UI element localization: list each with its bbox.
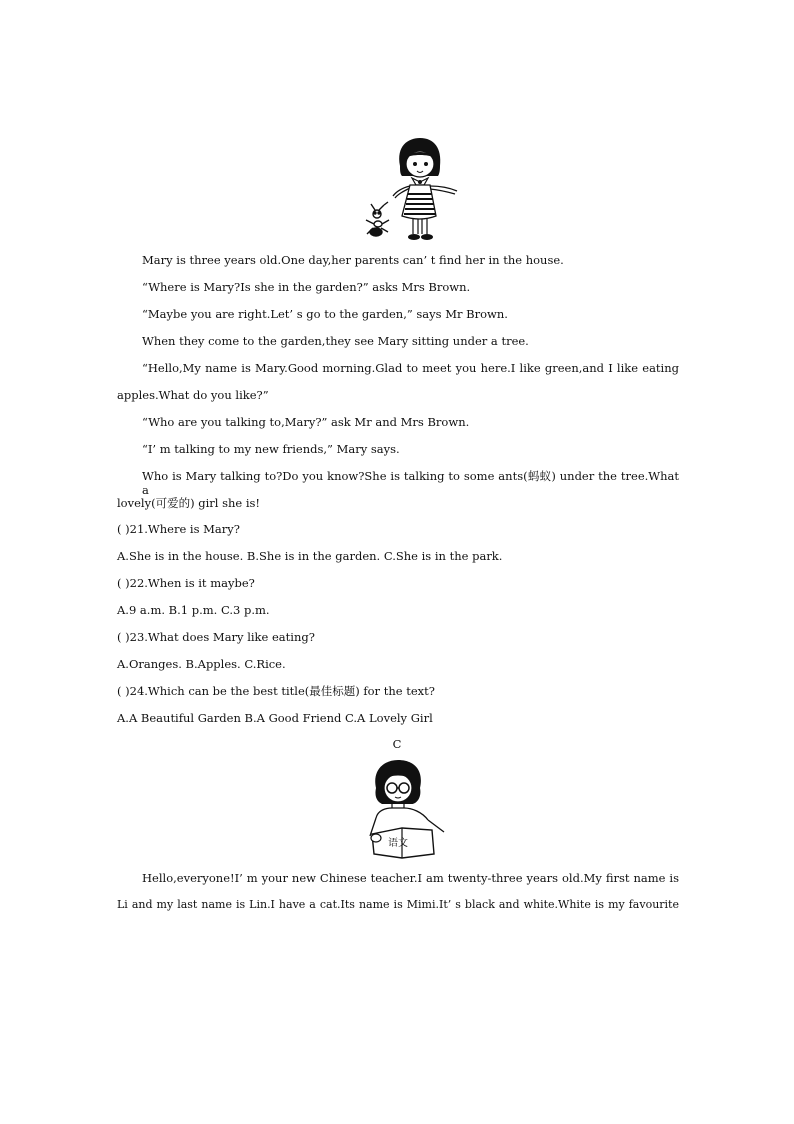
question-24-options: A.A Beautiful Garden B.A Good Friend C.A Lovely Girl [117, 711, 433, 725]
section-c-line: Hello,everyone!I’ m your new Chinese teacher.I am twenty-three years old.My first name is [142, 871, 679, 885]
passage-paragraph: Who is Mary talking to?Do you know?She is talking to some ants(蚂蚁) under the tree.What a [142, 469, 679, 497]
passage-paragraph: “Who are you talking to,Mary?” ask Mr and Mrs Brown. [142, 415, 470, 429]
section-c-line: Li and my last name is Lin.I have a cat.Its name is Mimi.It’ s black and white.White is my favourite [117, 898, 679, 911]
question-21-stem: ( )21.Where is Mary? [117, 522, 240, 536]
book-cover-label: 语文 [388, 838, 408, 849]
passage-paragraph: “Where is Mary?Is she in the garden?” asks Mrs Brown. [142, 280, 471, 294]
question-24-stem: ( )24.Which can be the best title(最佳标题) for the text? [117, 684, 435, 698]
section-c-label: C [392, 737, 402, 751]
passage-paragraph: “Maybe you are right.Let’ s go to the garden,” says Mr Brown. [142, 307, 508, 321]
question-21-options: A.She is in the house. B.She is in the garden. C.She is in the park. [117, 549, 503, 563]
teacher-reading-illustration [362, 758, 450, 860]
passage-paragraph: “I’ m talking to my new friends,” Mary says. [142, 442, 400, 456]
ant-icon [366, 202, 389, 236]
passage-paragraph: “Hello,My name is Mary.Good morning.Glad to meet you here.I like green,and I like eating [142, 361, 679, 375]
question-23-stem: ( )23.What does Mary like eating? [117, 630, 315, 644]
question-23-options: A.Oranges. B.Apples. C.Rice. [117, 657, 286, 671]
girl-with-ant-illustration [360, 136, 465, 248]
passage-paragraph-continuation: lovely(可爱的) girl she is! [117, 496, 261, 510]
question-22-options: A.9 a.m. B.1 p.m. C.3 p.m. [117, 603, 270, 617]
passage-paragraph-continuation: apples.What do you like?” [117, 388, 269, 402]
passage-paragraph: Mary is three years old.One day,her parents can’ t find her in the house. [142, 253, 564, 267]
question-22-stem: ( )22.When is it maybe? [117, 576, 255, 590]
passage-paragraph: When they come to the garden,they see Mary sitting under a tree. [142, 334, 529, 348]
